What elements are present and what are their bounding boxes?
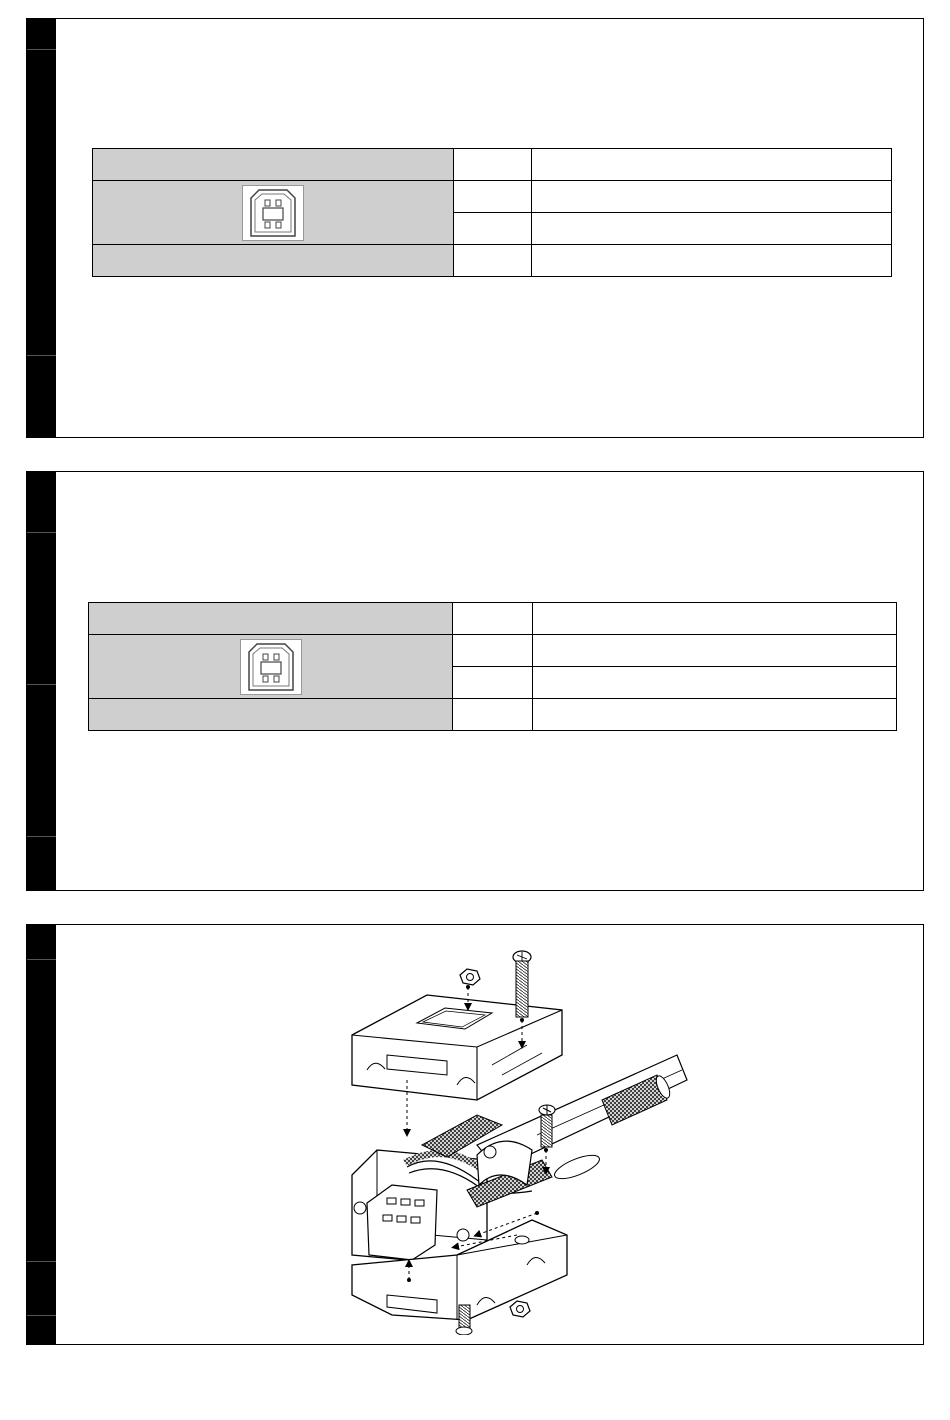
panel-2-sidebar xyxy=(27,472,56,890)
table-row xyxy=(89,603,897,635)
table-row xyxy=(89,699,897,731)
table-cell xyxy=(533,667,897,699)
table-cell xyxy=(533,699,897,731)
top-hood-icon xyxy=(352,995,562,1100)
table-row xyxy=(89,635,897,667)
usb-type-b-port-icon xyxy=(242,185,304,241)
db9-connector-icon xyxy=(352,1150,487,1265)
table-cell xyxy=(532,181,892,213)
table-cell xyxy=(454,149,532,181)
table-cell xyxy=(454,181,532,213)
table-cell xyxy=(93,245,454,277)
table-cell xyxy=(453,603,533,635)
panel-1-sidebar xyxy=(27,19,56,437)
table-row xyxy=(93,245,892,277)
panel-2 xyxy=(26,471,924,891)
table-cell xyxy=(453,635,533,667)
table-cell xyxy=(532,213,892,245)
panel-2-table xyxy=(88,602,897,731)
table-cell xyxy=(453,667,533,699)
table-cell xyxy=(454,245,532,277)
table-cell xyxy=(89,699,453,731)
table-row xyxy=(93,181,892,213)
db9-connector-hood-assembly-diagram xyxy=(327,935,697,1335)
table-cell xyxy=(89,603,453,635)
table-cell xyxy=(453,699,533,731)
panel-3-sidebar xyxy=(27,925,56,1344)
table-cell xyxy=(532,245,892,277)
panel-1-table xyxy=(92,148,892,277)
panel-3 xyxy=(26,924,924,1345)
screw-icon xyxy=(513,951,531,1017)
usb-port-cell xyxy=(93,181,454,245)
table-cell xyxy=(533,635,897,667)
table-cell xyxy=(532,149,892,181)
panel-1 xyxy=(26,18,924,438)
usb-port-cell xyxy=(89,635,453,699)
table-cell xyxy=(533,603,897,635)
nut-icon xyxy=(460,969,480,985)
table-cell xyxy=(454,213,532,245)
nut-icon xyxy=(510,1301,530,1317)
table-row xyxy=(93,149,892,181)
usb-type-b-port-icon xyxy=(240,639,302,695)
table-cell xyxy=(93,149,454,181)
